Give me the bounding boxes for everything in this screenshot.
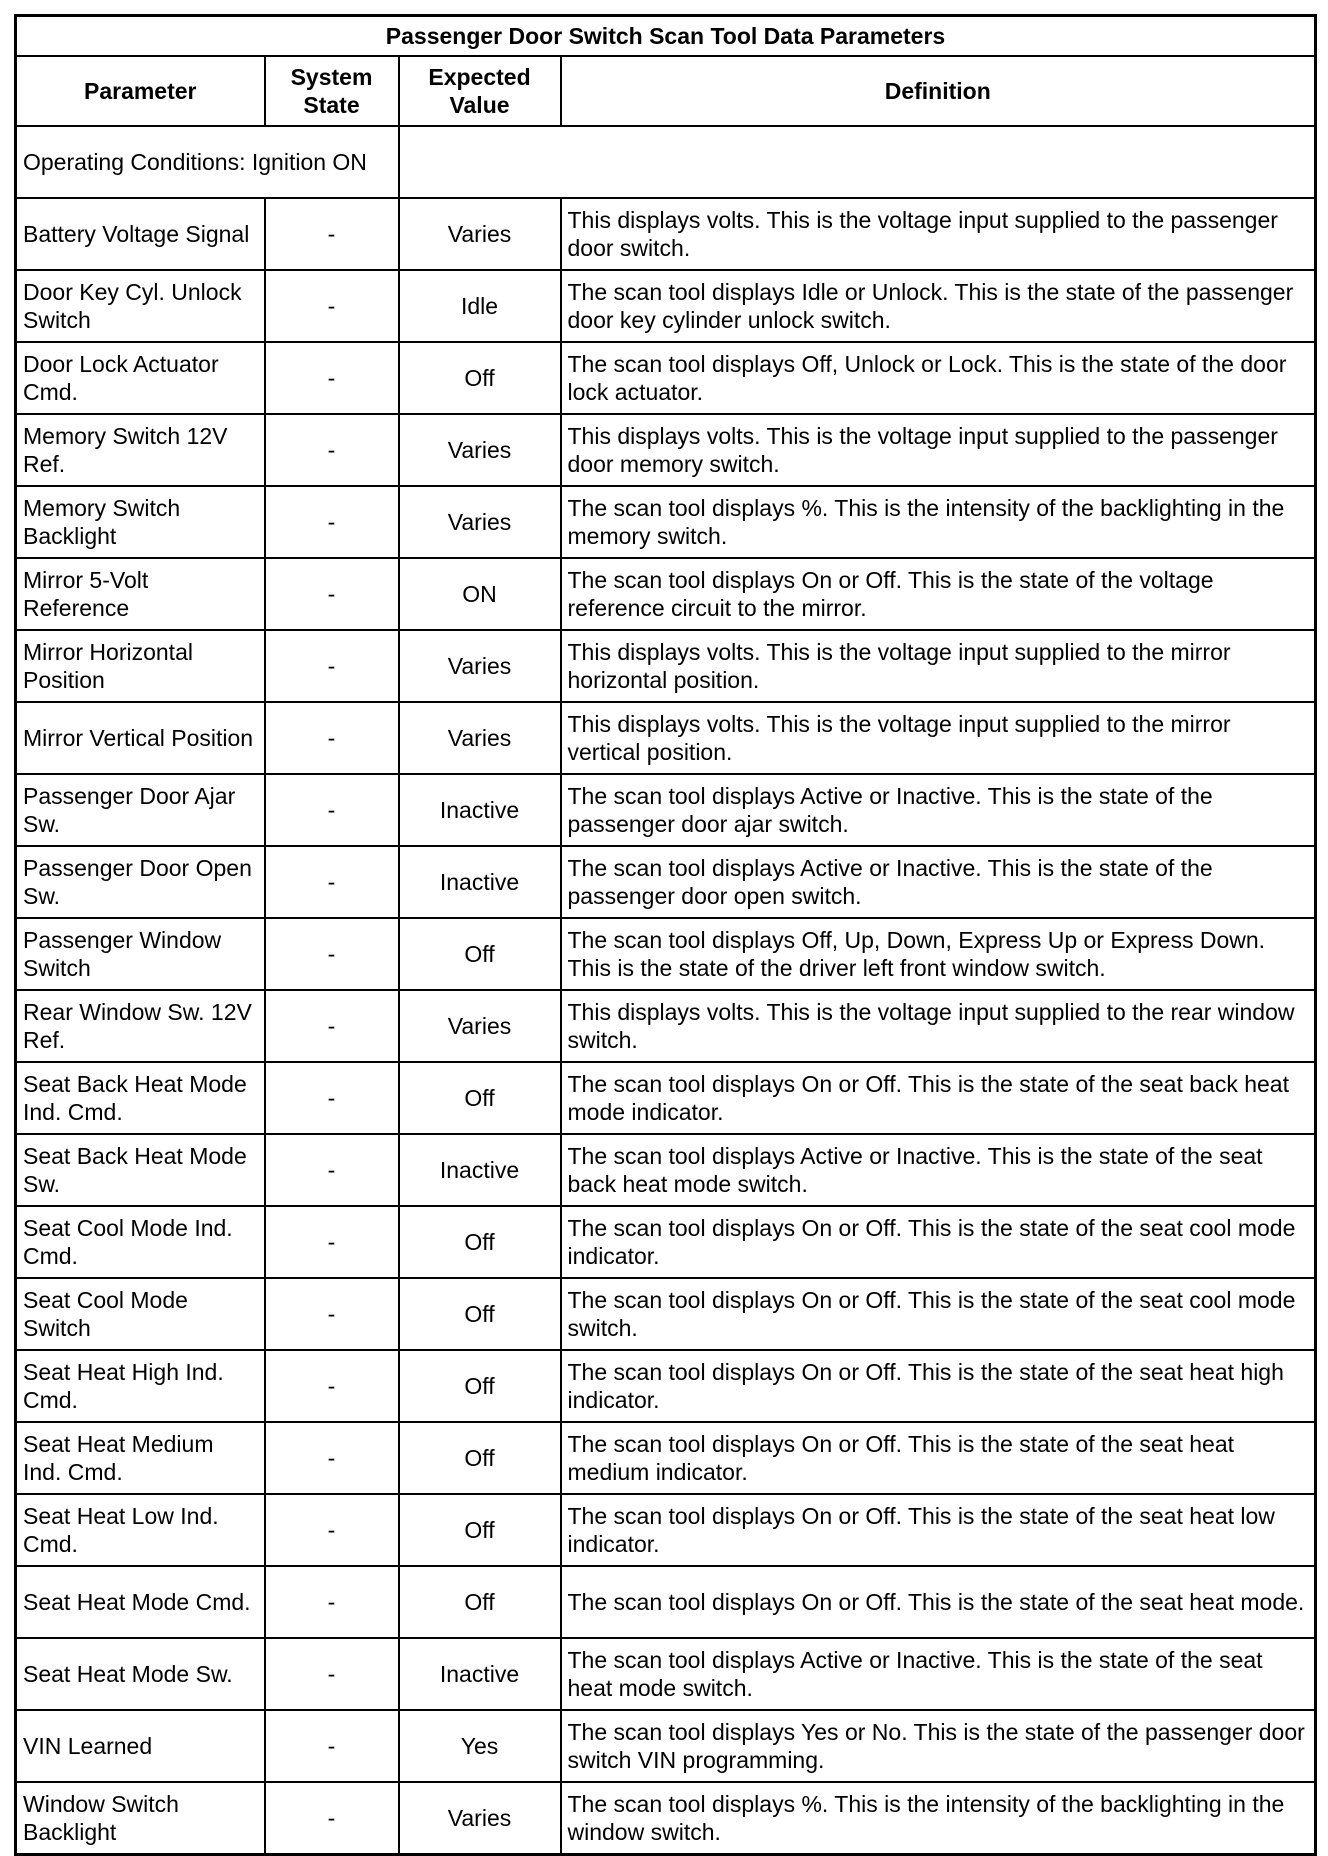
system-state-cell: - (265, 414, 399, 486)
parameter-cell: VIN Learned (16, 1710, 265, 1782)
definition-cell: The scan tool displays %. This is the intensity of the backlighting in the window switch. (561, 1782, 1316, 1855)
expected-value-cell: Off (399, 342, 561, 414)
definition-cell: This displays volts. This is the voltage input supplied to the passenger door switch. (561, 198, 1316, 270)
definition-cell: The scan tool displays On or Off. This is the state of the seat heat high indicator. (561, 1350, 1316, 1422)
expected-value-cell: Inactive (399, 774, 561, 846)
table-row (16, 990, 1316, 1062)
system-state-cell: - (265, 486, 399, 558)
expected-value-cell: Off (399, 1350, 561, 1422)
system-state-cell: - (265, 702, 399, 774)
parameter-cell: Passenger Door Ajar Sw. (16, 774, 265, 846)
parameter-cell: Seat Heat Medium Ind. Cmd. (16, 1422, 265, 1494)
system-state-cell: - (265, 1710, 399, 1782)
definition-cell: The scan tool displays Off, Up, Down, Express Up or Express Down. This is the state of the driver left front window switch. (561, 918, 1316, 990)
header-definition: Definition (561, 56, 1316, 126)
system-state-cell: - (265, 1278, 399, 1350)
definition-cell: This displays volts. This is the voltage input supplied to the mirror vertical position. (561, 702, 1316, 774)
system-state-cell: - (265, 918, 399, 990)
expected-value-cell: Varies (399, 198, 561, 270)
table-row (16, 1782, 1316, 1855)
system-state-cell: - (265, 846, 399, 918)
table-row (16, 486, 1316, 558)
definition-cell: The scan tool displays Idle or Unlock. This is the state of the passenger door key cylinder unlock switch. (561, 270, 1316, 342)
expected-value-cell: Off (399, 1206, 561, 1278)
parameter-cell: Passenger Door Open Sw. (16, 846, 265, 918)
expected-value-cell: Varies (399, 1782, 561, 1855)
parameter-cell: Seat Cool Mode Switch (16, 1278, 265, 1350)
definition-cell: The scan tool displays Off, Unlock or Lock. This is the state of the door lock actuator. (561, 342, 1316, 414)
expected-value-cell: Yes (399, 1710, 561, 1782)
definition-cell: This displays volts. This is the voltage input supplied to the rear window switch. (561, 990, 1316, 1062)
header-parameter: Parameter (16, 56, 265, 126)
parameter-cell: Seat Heat Low Ind. Cmd. (16, 1494, 265, 1566)
table-row (16, 558, 1316, 630)
system-state-cell: - (265, 198, 399, 270)
system-state-cell: - (265, 990, 399, 1062)
table-row (16, 1206, 1316, 1278)
table-row (16, 774, 1316, 846)
system-state-cell: - (265, 270, 399, 342)
expected-value-cell: Varies (399, 630, 561, 702)
definition-cell: The scan tool displays Active or Inactive. This is the state of the passenger door open switch. (561, 846, 1316, 918)
expected-value-cell: Inactive (399, 846, 561, 918)
definition-cell: The scan tool displays On or Off. This is the state of the voltage reference circuit to the mirror. (561, 558, 1316, 630)
parameter-cell: Mirror Horizontal Position (16, 630, 265, 702)
expected-value-cell: Varies (399, 990, 561, 1062)
parameter-cell: Memory Switch Backlight (16, 486, 265, 558)
table-row (16, 270, 1316, 342)
table-row (16, 1422, 1316, 1494)
parameter-cell: Door Lock Actuator Cmd. (16, 342, 265, 414)
definition-cell: This displays volts. This is the voltage input supplied to the passenger door memory switch. (561, 414, 1316, 486)
parameter-cell: Seat Heat High Ind. Cmd. (16, 1350, 265, 1422)
table-row (16, 1134, 1316, 1206)
table-row (16, 1062, 1316, 1134)
expected-value-cell: Inactive (399, 1638, 561, 1710)
expected-value-cell: Idle (399, 270, 561, 342)
expected-value-cell: ON (399, 558, 561, 630)
table-row (16, 198, 1316, 270)
parameter-cell: Door Key Cyl. Unlock Switch (16, 270, 265, 342)
expected-value-cell: Varies (399, 702, 561, 774)
expected-value-cell: Varies (399, 486, 561, 558)
expected-value-cell: Off (399, 1062, 561, 1134)
parameter-cell: Seat Heat Mode Sw. (16, 1638, 265, 1710)
operating-conditions-blank (399, 126, 1316, 198)
parameter-cell: Rear Window Sw. 12V Ref. (16, 990, 265, 1062)
table-row (16, 702, 1316, 774)
definition-cell: The scan tool displays On or Off. This is the state of the seat cool mode switch. (561, 1278, 1316, 1350)
header-expected-value: Expected Value (399, 56, 561, 126)
definition-cell: The scan tool displays Active or Inactive. This is the state of the passenger door ajar switch. (561, 774, 1316, 846)
system-state-cell: - (265, 1638, 399, 1710)
definition-cell: The scan tool displays Yes or No. This is the state of the passenger door switch VIN programming. (561, 1710, 1316, 1782)
parameter-cell: Battery Voltage Signal (16, 198, 265, 270)
operating-conditions: Operating Conditions: Ignition ON (16, 126, 399, 198)
table-row (16, 630, 1316, 702)
scan-tool-data-table (14, 14, 1317, 1856)
parameter-cell: Seat Back Heat Mode Ind. Cmd. (16, 1062, 265, 1134)
definition-cell: The scan tool displays Active or Inactive. This is the state of the seat back heat mode switch. (561, 1134, 1316, 1206)
definition-cell: The scan tool displays On or Off. This is the state of the seat cool mode indicator. (561, 1206, 1316, 1278)
table-row (16, 1710, 1316, 1782)
definition-cell: The scan tool displays On or Off. This is the state of the seat heat mode. (561, 1566, 1316, 1638)
system-state-cell: - (265, 774, 399, 846)
table-row (16, 1566, 1316, 1638)
table-row (16, 1278, 1316, 1350)
system-state-cell: - (265, 342, 399, 414)
parameter-cell: Seat Back Heat Mode Sw. (16, 1134, 265, 1206)
system-state-cell: - (265, 558, 399, 630)
table-header-row (16, 56, 1316, 126)
definition-cell: The scan tool displays On or Off. This is the state of the seat back heat mode indicator. (561, 1062, 1316, 1134)
system-state-cell: - (265, 1206, 399, 1278)
parameter-cell: Mirror Vertical Position (16, 702, 265, 774)
table-row (16, 918, 1316, 990)
definition-cell: This displays volts. This is the voltage input supplied to the mirror horizontal position. (561, 630, 1316, 702)
expected-value-cell: Off (399, 1566, 561, 1638)
table-title: Passenger Door Switch Scan Tool Data Parameters (16, 16, 1316, 57)
table-row (16, 1494, 1316, 1566)
system-state-cell: - (265, 1494, 399, 1566)
parameter-cell: Seat Cool Mode Ind. Cmd. (16, 1206, 265, 1278)
table-row (16, 342, 1316, 414)
definition-cell: The scan tool displays %. This is the intensity of the backlighting in the memory switch. (561, 486, 1316, 558)
expected-value-cell: Varies (399, 414, 561, 486)
expected-value-cell: Off (399, 1278, 561, 1350)
definition-cell: The scan tool displays On or Off. This is the state of the seat heat medium indicator. (561, 1422, 1316, 1494)
parameter-cell: Passenger Window Switch (16, 918, 265, 990)
system-state-cell: - (265, 1350, 399, 1422)
expected-value-cell: Off (399, 918, 561, 990)
table-title-row (16, 16, 1316, 57)
parameter-cell: Window Switch Backlight (16, 1782, 265, 1855)
system-state-cell: - (265, 1782, 399, 1855)
table-row (16, 846, 1316, 918)
expected-value-cell: Inactive (399, 1134, 561, 1206)
parameter-cell: Memory Switch 12V Ref. (16, 414, 265, 486)
system-state-cell: - (265, 1062, 399, 1134)
table-row (16, 1638, 1316, 1710)
definition-cell: The scan tool displays On or Off. This is the state of the seat heat low indicator. (561, 1494, 1316, 1566)
table-row (16, 1350, 1316, 1422)
system-state-cell: - (265, 630, 399, 702)
expected-value-cell: Off (399, 1494, 561, 1566)
system-state-cell: - (265, 1134, 399, 1206)
definition-cell: The scan tool displays Active or Inactive. This is the state of the seat heat mode switch. (561, 1638, 1316, 1710)
parameter-cell: Mirror 5-Volt Reference (16, 558, 265, 630)
system-state-cell: - (265, 1566, 399, 1638)
header-system-state: System State (265, 56, 399, 126)
parameter-cell: Seat Heat Mode Cmd. (16, 1566, 265, 1638)
operating-conditions-row (16, 126, 1316, 198)
table-body (16, 126, 1316, 1855)
table-row (16, 414, 1316, 486)
system-state-cell: - (265, 1422, 399, 1494)
expected-value-cell: Off (399, 1422, 561, 1494)
